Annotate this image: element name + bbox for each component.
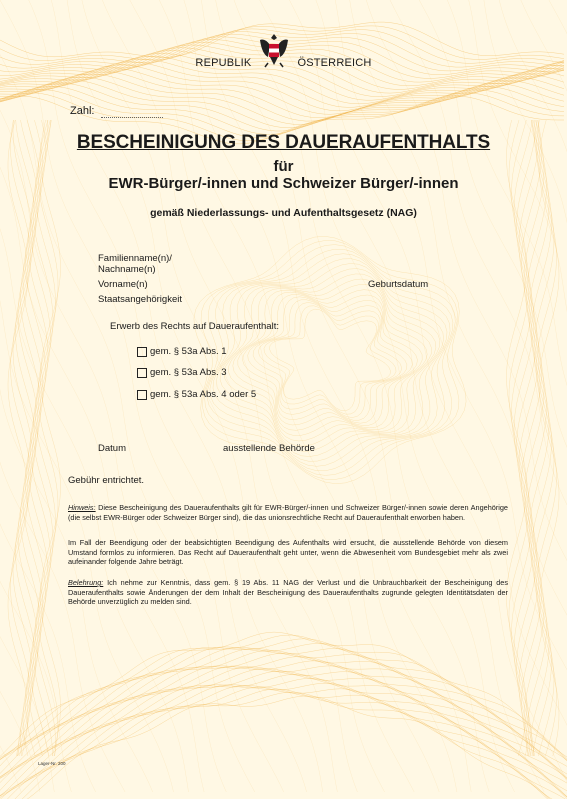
document-title: BESCHEINIGUNG DES DAUERAUFENTHALTS bbox=[76, 132, 491, 153]
field-familienname: Familienname(n)/ bbox=[98, 253, 172, 264]
header bbox=[0, 56, 567, 70]
option-abs-3[interactable] bbox=[137, 367, 227, 378]
zahl-label: Zahl: bbox=[70, 105, 95, 117]
subtitle-target-group: EWR-Bürger/-innen und Schweizer Bürger/-innen bbox=[108, 175, 459, 192]
field-geburtsdatum: Geburtsdatum bbox=[368, 279, 429, 290]
subtitle-fuer: für bbox=[273, 158, 294, 175]
gebuehr-text: Gebühr entrichtet. bbox=[68, 475, 145, 486]
field-staatsangehoerigkeit: Staatsangehörigkeit bbox=[98, 294, 182, 305]
austrian-eagle-icon bbox=[257, 30, 291, 70]
belehrung-text: Ich nehme zur Kenntnis, dass gem. § 19 Abs. 11 NAG der Verlust und die Unbrauchbarkeit der Bescheinigung des Daueraufenthalts sowie Änderungen der dem Inhalt der Bescheinigung des Daueraufenthalts zugrunde gelegten Identitätsdaten der Behörde unverzüglich zu melden sind. bbox=[68, 578, 508, 607]
field-vorname: Vorname(n) bbox=[98, 279, 148, 290]
fall-paragraph: Im Fall der Beendigung oder der beabsichtigten Beendigung des Aufenthalts wird ersucht, die ausstellende Behörde von diesem Umstand formlos zu informieren. Das Recht auf Daueraufenthalt geht unter, wenn die Abwesenheit vom Bundesgebiet mehr als zwei aufeinander folgende Jahre beträgt. bbox=[68, 538, 508, 567]
option-label: gem. § 53a Abs. 3 bbox=[150, 367, 227, 378]
option-abs-1[interactable] bbox=[137, 346, 227, 357]
erwerb-label: Erwerb des Rechts auf Daueraufenthalt: bbox=[110, 321, 279, 332]
belehrung-label: Belehrung: bbox=[68, 578, 104, 587]
checkbox[interactable] bbox=[137, 390, 147, 400]
behoerde-label: ausstellende Behörde bbox=[223, 443, 315, 454]
option-abs-4-5[interactable] bbox=[137, 389, 256, 400]
hinweis-label: Hinweis: bbox=[68, 503, 96, 512]
legal-basis: gemäß Niederlassungs- und Aufenthaltsgesetz (NAG) bbox=[150, 207, 417, 219]
checkbox[interactable] bbox=[137, 347, 147, 357]
option-label: gem. § 53a Abs. 1 bbox=[150, 346, 227, 357]
zahl-line bbox=[101, 117, 163, 118]
header-oesterreich: ÖSTERREICH bbox=[297, 57, 372, 69]
option-label: gem. § 53a Abs. 4 oder 5 bbox=[150, 389, 257, 400]
field-nachname: Nachname(n) bbox=[98, 264, 156, 275]
datum-label: Datum bbox=[98, 443, 126, 454]
checkbox[interactable] bbox=[137, 368, 147, 378]
header-republik: REPUBLIK bbox=[195, 57, 252, 69]
belehrung-paragraph bbox=[68, 578, 508, 607]
hinweis-text: Diese Bescheinigung des Daueraufenthalts gilt für EWR-Bürger/-innen und Schweizer Bürger/-innen sowie deren Angehörige (die selbst EWR-Bürger oder Schweizer Bürger sind), die das unionsrechtliche Recht auf Daueraufenthalt erworben haben. bbox=[68, 503, 508, 522]
footer-stock-number: Lager-Nr. 200 bbox=[38, 761, 66, 766]
hinweis-paragraph bbox=[68, 503, 508, 522]
